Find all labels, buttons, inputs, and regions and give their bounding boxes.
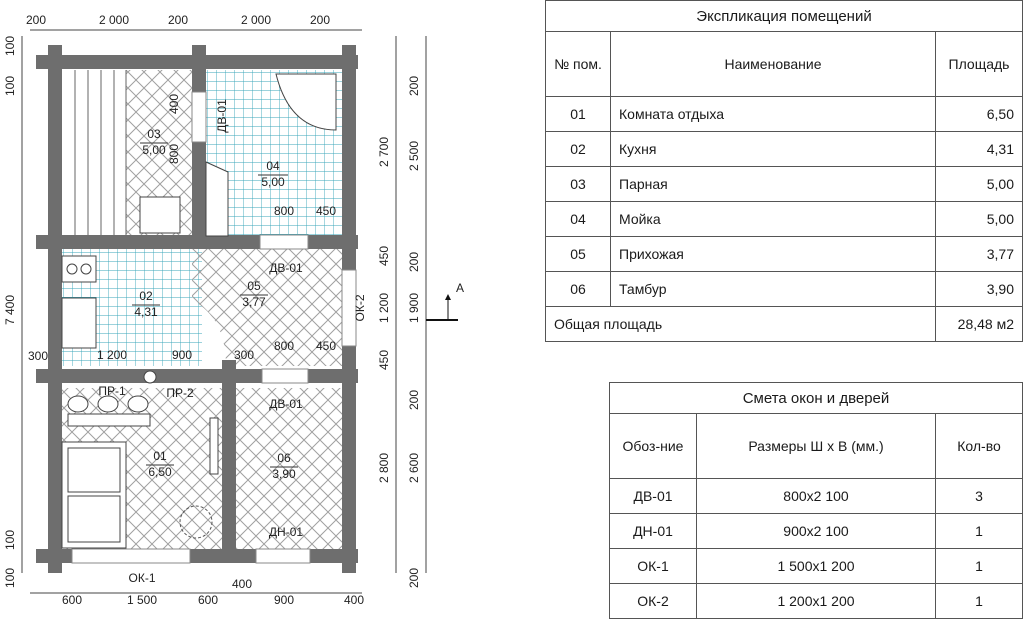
dim-top-2: 2 000 <box>98 13 130 27</box>
dim-bottom-1: 600 <box>61 593 83 607</box>
dim-left-2: 100 <box>3 75 17 97</box>
table-row: 01 Комната отдыха 6,50 <box>546 97 1023 132</box>
table-row: 03 Парная 5,00 <box>546 167 1023 202</box>
column <box>144 371 156 383</box>
doors-table-header-count: Кол-во <box>936 414 1023 479</box>
svg-text:3,77: 3,77 <box>242 295 266 309</box>
svg-text:02: 02 <box>139 289 153 303</box>
dim-inner-9: 450 <box>315 339 337 353</box>
sofa <box>62 442 126 548</box>
opening-label-pr1: ПР-1 <box>98 384 126 398</box>
rooms-table-header-num: № пом. <box>546 32 611 97</box>
dim-top-4: 2 000 <box>240 13 272 27</box>
table-row: ОК-1 1 500х1 200 1 <box>610 549 1023 584</box>
stove <box>140 197 180 233</box>
bench-slats <box>75 70 126 236</box>
rooms-table-title: Экспликация помещений <box>546 1 1023 32</box>
dim-right-3: 200 <box>407 251 421 273</box>
svg-text:03: 03 <box>147 127 161 141</box>
svg-text:5,00: 5,00 <box>142 143 166 157</box>
opening-label-pr2: ПР-2 <box>166 386 194 400</box>
dim-right-9: 200 <box>407 567 421 589</box>
door-label-dv01-mid: ДВ-01 <box>269 261 303 275</box>
dim-right-1: 200 <box>407 75 421 97</box>
dim-right-7: 200 <box>407 389 421 411</box>
svg-text:5,00: 5,00 <box>261 175 285 189</box>
door-label-dv01-top: ДВ-01 <box>215 99 229 133</box>
svg-text:А: А <box>456 281 465 295</box>
door-label-dn01: ДН-01 <box>268 525 304 539</box>
dim-inner-2: 800 <box>167 143 181 165</box>
rooms-table <box>545 0 1023 342</box>
total-area-value: 28,48 м2 <box>936 307 1023 342</box>
dim-left-6: 100 <box>3 567 17 589</box>
dim-bottom-3: 600 <box>197 593 219 607</box>
dim-inner-10: 400 <box>231 577 253 591</box>
dim-left-3: 7 400 <box>3 294 17 326</box>
dim-left-4: 300 <box>27 349 49 363</box>
dim-inner-1: 400 <box>167 93 181 115</box>
dim-right-6: 450 <box>377 349 391 371</box>
doors-table-header-size: Размеры Ш х В (мм.) <box>697 414 936 479</box>
section-marker <box>426 281 464 320</box>
dim-top-5: 200 <box>309 13 331 27</box>
dim-top-1: 200 <box>25 13 47 27</box>
tv <box>210 418 218 474</box>
svg-text:4,31: 4,31 <box>134 305 158 319</box>
doors-table-header-code: Обоз-ние <box>610 414 697 479</box>
dim-inner-3: 800 <box>273 204 295 218</box>
table-total-row <box>546 307 1023 342</box>
doors-table-title: Смета окон и дверей <box>610 383 1023 414</box>
stove-shield <box>206 162 228 236</box>
rooms-table-header-name: Наименование <box>611 32 936 97</box>
doors-table <box>609 382 1023 619</box>
window-label-ok1: ОК-1 <box>128 571 156 585</box>
table-row: 02 Кухня 4,31 <box>546 132 1023 167</box>
rooms-table-header-area: Площадь <box>936 32 1023 97</box>
svg-text:05: 05 <box>247 279 261 293</box>
dim-bottom-5: 400 <box>343 593 365 607</box>
dim-inner-6: 900 <box>171 348 193 362</box>
door-label-dv01-low: ДВ-01 <box>269 397 303 411</box>
dim-bottom-4: 900 <box>273 593 295 607</box>
dim-left-1: 100 <box>3 35 17 57</box>
dim-bottom-2: 1 500 <box>126 593 158 607</box>
dim-right-5: 1 200 <box>377 292 391 324</box>
svg-text:01: 01 <box>153 449 167 463</box>
table-row: ДН-01 900х2 100 1 <box>610 514 1023 549</box>
dim-right-8: 2 600 <box>407 452 421 484</box>
dim-right-outer-1: 2 700 <box>377 136 391 168</box>
total-area-label: Общая площадь <box>546 307 936 342</box>
svg-text:6,50: 6,50 <box>148 465 172 479</box>
dim-right-outer-2: 1 900 <box>407 292 421 324</box>
dim-inner-5: 1 200 <box>96 348 128 362</box>
table-row: 06 Тамбур 3,90 <box>546 272 1023 307</box>
dim-left-5: 100 <box>3 529 17 551</box>
table <box>68 414 150 426</box>
svg-text:04: 04 <box>266 159 280 173</box>
dim-right-outer-3: 2 800 <box>377 452 391 484</box>
svg-text:06: 06 <box>277 451 291 465</box>
table-row: 04 Мойка 5,00 <box>546 202 1023 237</box>
table-row: 05 Прихожая 3,77 <box>546 237 1023 272</box>
table-row: ОК-2 1 200х1 200 1 <box>610 584 1023 619</box>
svg-text:3,90: 3,90 <box>272 467 296 481</box>
dim-inner-8: 800 <box>273 339 295 353</box>
dim-inner-4: 450 <box>315 204 337 218</box>
dim-inner-7: 300 <box>233 348 255 362</box>
dim-top-3: 200 <box>167 13 189 27</box>
window-label-ok2: ОК-2 <box>353 294 367 322</box>
sink <box>62 298 96 348</box>
table-row: ДВ-01 800х2 100 3 <box>610 479 1023 514</box>
dim-right-4: 450 <box>377 245 391 267</box>
dim-right-2: 2 500 <box>407 140 421 172</box>
chairs <box>68 396 148 412</box>
